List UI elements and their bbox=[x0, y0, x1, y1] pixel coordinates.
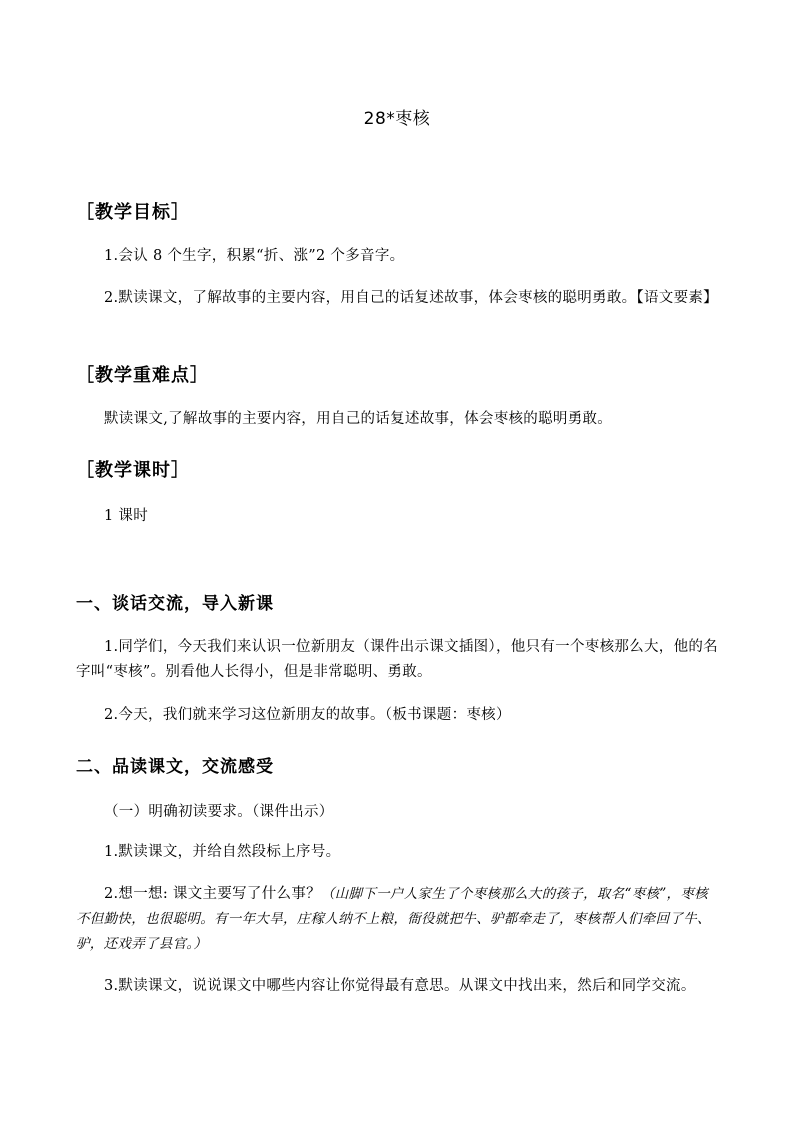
hours-text: 1 课时 bbox=[104, 508, 149, 524]
keypoints-heading: ［教学重难点］ bbox=[76, 365, 209, 386]
objective-item-1: 1.会认 8 个生字，积累“折、涨”2 个多音字。 bbox=[104, 248, 405, 264]
section-2-heading: 二、品读课文，交流感受 bbox=[76, 757, 274, 777]
section-2-subheading: （一）明确初读要求。（课件出示） bbox=[104, 804, 334, 820]
section-2-item-3: 3.默读课文，说说课文中哪些内容让你觉得最有意思。从课文中找出来，然后和同学交流。 bbox=[104, 978, 696, 994]
section-1-item-2: 2.今天，我们就来学习这位新朋友的故事。（板书课题：枣核） bbox=[104, 707, 511, 723]
section-2-item-2-question: 2.想一想: 课文主要写了什么事？ bbox=[104, 886, 321, 902]
objective-item-2: 2.默读课文，了解故事的主要内容，用自己的话复述故事，体会枣核的聪明勇敢。【语文要素】 bbox=[104, 290, 718, 306]
objectives-heading: ［教学目标］ bbox=[76, 202, 190, 223]
section-1-heading: 一、谈话交流，导入新课 bbox=[76, 594, 274, 614]
hours-heading: ［教学课时］ bbox=[76, 460, 190, 481]
section-1-item-1: 1.同学们，今天我们来认识一位新朋友（课件出示课文插图），他只有一个枣核那么大，他的名字叫“枣核”。别看他人长得小，但是非常聪明、勇敢。 bbox=[76, 639, 718, 680]
section-2-item-2-answer: （山脚下一户人家生了个枣核那么大的孩子，取名“枣核”，枣核不但勤快，也很聪明。有一年大旱，庄稼人纳不上粮，衙役就把牛、驴都牵走了，枣核帮人们牵回了牛、驴，还戏弄了县官。） bbox=[76, 886, 711, 952]
page-title: 28*枣核 bbox=[363, 109, 431, 129]
section-2-item-2 bbox=[76, 882, 720, 957]
section-2-item-1: 1.默读课文，并给自然段标上序号。 bbox=[104, 844, 341, 860]
keypoints-text: 默读课文,了解故事的主要内容，用自己的话复述故事，体会枣核的聪明勇敢。 bbox=[104, 411, 613, 427]
